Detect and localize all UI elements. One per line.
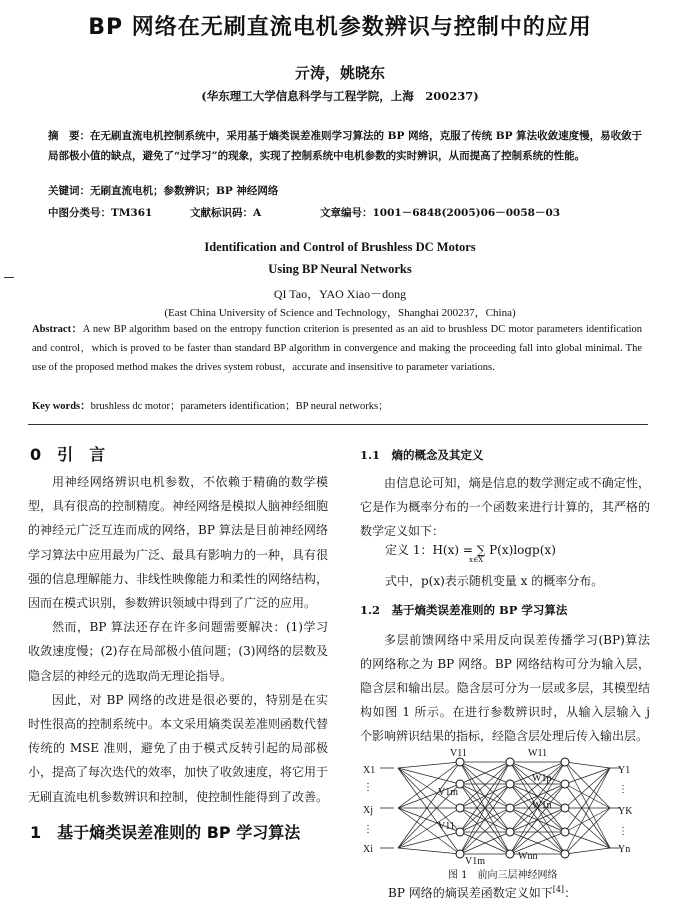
neuron-node: [506, 828, 514, 836]
authors: 亓涛，姚晓东: [294, 64, 385, 82]
subsection-1-1-heading: 1.1 熵的概念及其定义: [360, 448, 484, 462]
formula-subscript: x∈X: [469, 556, 484, 564]
keywords-en: [32, 398, 389, 413]
input-label-j: Xj: [363, 805, 373, 816]
figure-caption: 图 1 前向三层神经网络: [448, 870, 558, 881]
keywords-en-label: Key words：: [32, 401, 91, 412]
closing-punct: ：: [564, 886, 577, 900]
connection-line: [398, 768, 460, 784]
neuron-node: [506, 804, 514, 812]
subsection-1-2-heading: 1.2 基于熵类误差准则的 BP 学习算法: [360, 603, 568, 617]
connection-line: [565, 808, 610, 848]
neuron-node: [561, 758, 569, 766]
section-0-heading: 0 引 言: [30, 445, 106, 464]
subsection-1-1-text: [360, 471, 650, 543]
paper-title: BP 网络在无刷直流电机参数辨识与控制中的应用: [88, 15, 592, 40]
connection-line: [565, 784, 610, 848]
subsection-1-1-paragraph: 由信息论可知，熵是信息的数学测定或不确定性，它是作为概率分布的一个函数来进行计算的，其严格的数学定义如下：: [360, 476, 650, 538]
output-label-n: Yn: [618, 844, 631, 855]
section-0-paragraph-1: 用神经网络辨识电机参数，不依赖于精确的数学模型，具有很高的控制精度。神经网络是模拟人脑神经细胞的神经元广泛互连而成的网络，BP 算法是目前神经网络学习算法中应用最为广泛、最具有影响力的一种，具有很强的信息理解能力、非线性映像能力和柔性的网络结构，因而在模式识别，参数辨识领域中得到了广泛的应用。: [28, 475, 329, 611]
title-en-line2: Using BP Neural Networks: [268, 262, 412, 276]
neuron-node: [561, 780, 569, 788]
section-0-paragraph-3: 因此，对 BP 网络的改进是很必要的，特别是在实时性很高的控制系统中。本文采用熵类误差准则函数代替传统的 MSE 准则，避免了由于模式反转引起的局部极小，提高了每次迭代的效率，加快了收敛速度，将它用于无刷直流电机参数辨识和控制，使控制性能得到了改善。: [28, 692, 329, 804]
connection-line: [565, 768, 610, 808]
connection-line: [398, 848, 460, 854]
formula-text: 定义 1：H(x) = ∑ P(x)logp(x): [385, 543, 556, 557]
network-diagram: [360, 748, 660, 866]
abstract-cn-text: 在无刷直流电机控制系统中，采用基于熵类误差准则学习算法的 BP 网络，克服了传统 BP 算法收敛速度慢，易收敛于局部极小值的缺点，避免了“过学习”的现象，实现了控制系统中电机参数的实时辨识，从而提高了控制系统的性能。: [48, 130, 643, 162]
citation-ref: [4]: [552, 885, 565, 894]
connection-line: [565, 762, 610, 808]
input-label-i: Xi: [363, 844, 373, 855]
weight-label-v11-top: V11: [450, 748, 467, 759]
abstract-cn: [48, 126, 648, 166]
neuron-node: [561, 850, 569, 858]
output-label-k: YK: [618, 806, 633, 817]
neuron-node: [456, 804, 464, 812]
section-1-heading: 1 基于熵类误差准则的 BP 学习算法: [30, 823, 301, 842]
section-0-paragraph-2: 然而，BP 算法还存在许多问题需要解决：(1)学习收敛速度慢；(2)存在局部极小值问题；(3)网络的层数及隐含层的神经元的选取尚无理论指导。: [28, 620, 328, 683]
abstract-en-label: Abstract：: [32, 324, 83, 335]
weight-label-w1p: W1p: [532, 773, 552, 784]
keywords-cn: 关键词：无刷直流电机；参数辨识；BP 神经网络: [48, 185, 279, 197]
output-label-1: Y1: [618, 765, 631, 776]
neuron-node: [561, 828, 569, 836]
neuron-node: [456, 758, 464, 766]
left-column: [28, 470, 328, 809]
neuron-node: [506, 780, 514, 788]
neuron-node: [506, 850, 514, 858]
weight-label-v1m-top: V1m: [438, 787, 458, 798]
connection-line: [565, 768, 610, 854]
connection-line: [398, 832, 460, 848]
connection-line: [398, 768, 460, 854]
ellipsis-4: ⋮: [618, 826, 628, 837]
neuron-node: [456, 828, 464, 836]
connection-line: [398, 762, 460, 848]
affiliation-en: (East China University of Science and Technology，Shanghai 200237，China): [164, 307, 516, 319]
keywords-en-text: brushless dc motor；parameters identification；BP neural networks；: [90, 401, 389, 412]
authors-en: QI Tao，YAO Xiao－dong: [273, 287, 407, 301]
closing-text: BP 网络的熵误差函数定义如下: [388, 886, 553, 900]
ellipsis-3: ⋮: [618, 784, 628, 795]
ellipsis-2: ⋮: [363, 824, 373, 835]
connection-line: [565, 762, 610, 768]
connection-line: [565, 848, 610, 854]
closing-line: [388, 884, 576, 901]
weight-label-v11-bottom: V11: [438, 821, 455, 832]
connection-line: [565, 762, 610, 848]
neuron-node: [561, 804, 569, 812]
subsection-1-2-paragraph: 多层前馈网络中采用反向误差传播学习(BP)算法的网络称之为 BP 网络。BP 网络结构可分为输入层，隐含层和输出层。隐含层可分为一层或多层，其模型结构如图 1 所示。在进行参数辨识时，从输入层输入 j 个影响辨识结果的指标，经隐含层处理后传入输出层。: [360, 633, 650, 743]
connection-line: [398, 762, 460, 768]
title-en-line1: Identification and Control of Brushless DC Motors: [204, 240, 476, 254]
abstract-en: [32, 320, 642, 377]
doc-code: 文献标识码：A: [190, 207, 262, 219]
divider: [28, 424, 648, 425]
entropy-formula: [385, 541, 556, 564]
input-label-1: X1: [363, 765, 376, 776]
margin-mark: [4, 277, 14, 278]
weight-label-v1m-bottom: V1m: [465, 856, 485, 866]
abstract-en-text: A new BP algorithm based on the entropy function criterion is presented as an aid to brushless DC motor parameters identification and control，which is proved to be faster than standard BP algorithm in convergence and making the proceeding fall into global minimal. The use of the proposed method makes the drives system robust，accurate and insensitive to parameter variations.: [32, 324, 642, 373]
clc-number: 中图分类号：TM361: [48, 207, 153, 219]
connection-line: [565, 808, 610, 854]
abstract-cn-label: 摘 要：: [48, 130, 90, 142]
formula-note: 式中，p(x)表示随机变量 x 的概率分布。: [385, 574, 604, 588]
weight-label-w11: W11: [528, 748, 548, 759]
subsection-1-2-text: [360, 628, 650, 748]
neuron-node: [456, 850, 464, 858]
neuron-node: [506, 758, 514, 766]
article-number: 文章编号：1001－6848(2005)06－0058－03: [320, 207, 561, 219]
connection-line: [398, 762, 460, 808]
ellipsis-1: ⋮: [363, 782, 373, 793]
weight-label-w1n: W1n: [532, 800, 552, 811]
weight-label-wnn: Wnn: [518, 851, 538, 862]
affiliation: (华东理工大学信息科学与工程学院，上海 200237): [201, 89, 479, 103]
connection-line: [565, 768, 610, 832]
